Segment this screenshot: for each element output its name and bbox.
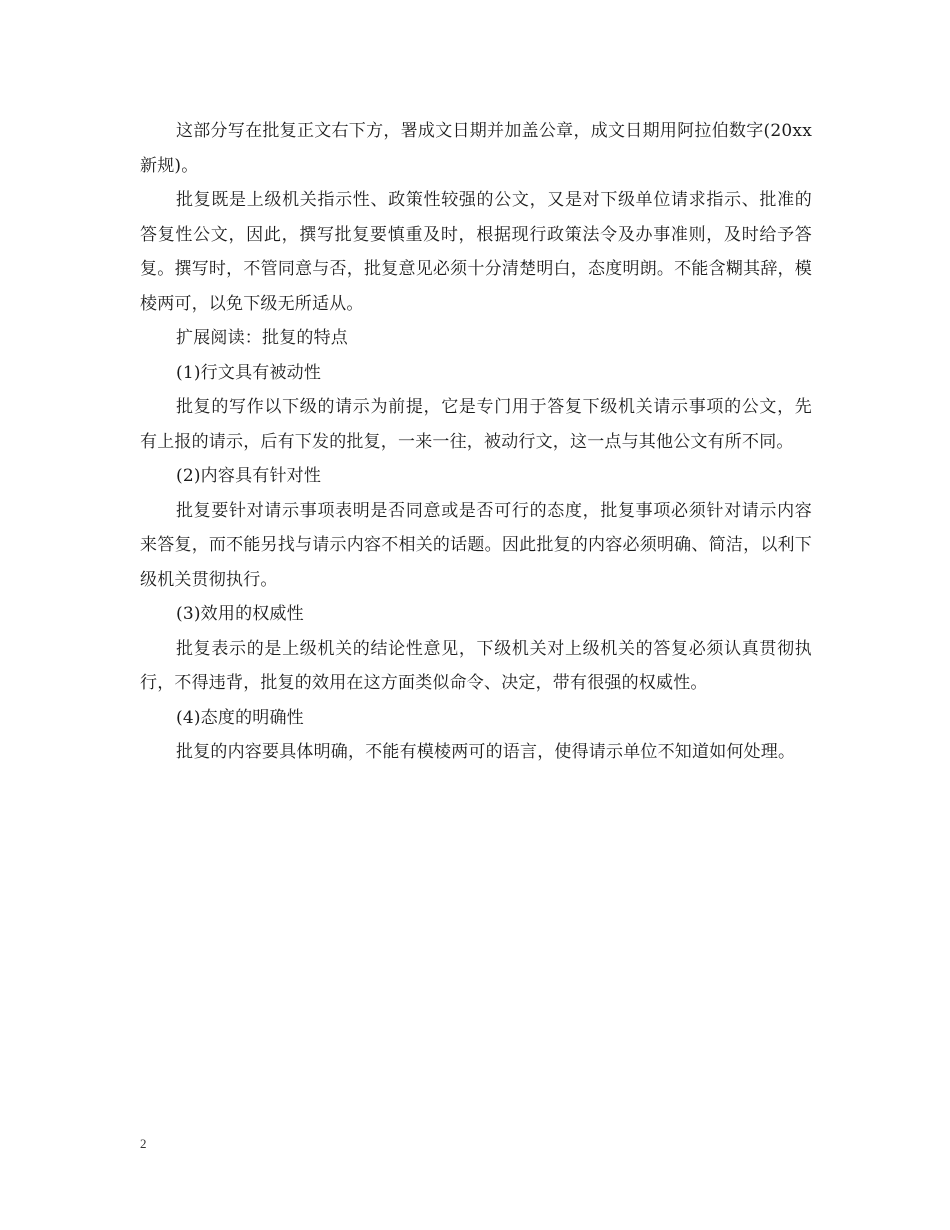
subheading-passive: (1)行文具有被动性 — [176, 362, 322, 383]
paragraph-signature-date: 这部分写在批复正文右下方，署成文日期并加盖公章，成文日期用阿拉伯数字(20xx新规)。 — [140, 121, 812, 176]
subheading-targeted: (2)内容具有针对性 — [176, 466, 322, 486]
paragraph-passive: 批复的写作以下级的请示为前提，它是专门用于答复下级机关请示事项的公文，先有上报的请示，后有下发的批复，一来一往，被动行文，这一点与其他公文有所不同。 — [140, 397, 812, 452]
document-body — [140, 114, 812, 770]
page-number: 2 — [140, 1136, 147, 1151]
subheading-authority: (3)效用的权威性 — [176, 604, 304, 624]
paragraph-targeted: 批复要针对请示事项表明是否同意或是否可行的态度，批复事项必须针对请示内容来答复，而不能另找与请示内容不相关的话题。因此批复的内容必须明确、简洁，以利下级机关贯彻执行。 — [140, 500, 812, 590]
section-heading-extended-reading: 扩展阅读：批复的特点 — [176, 328, 348, 348]
subheading-clarity: (4)态度的明确性 — [176, 707, 304, 728]
paragraph-clarity: 批复的内容要具体明确，不能有模棱两可的语言，使得请示单位不知道如何处理。 — [176, 742, 796, 762]
paragraph-authority: 批复表示的是上级机关的结论性意见，下级机关对上级机关的答复必须认真贯彻执行，不得违背，批复的效用在这方面类似命令、决定，带有很强的权威性。 — [140, 638, 812, 693]
paragraph-reply-requirements: 批复既是上级机关指示性、政策性较强的公文，又是对下级单位请求指示、批准的答复性公文，因此，撰写批复要慎重及时，根据现行政策法令及办事准则，及时给予答复。撰写时，不管同意与否，批复意见必须十分清楚明白，态度明朗。不能含糊其辞，模棱两可，以免下级无所适从。 — [140, 190, 812, 314]
